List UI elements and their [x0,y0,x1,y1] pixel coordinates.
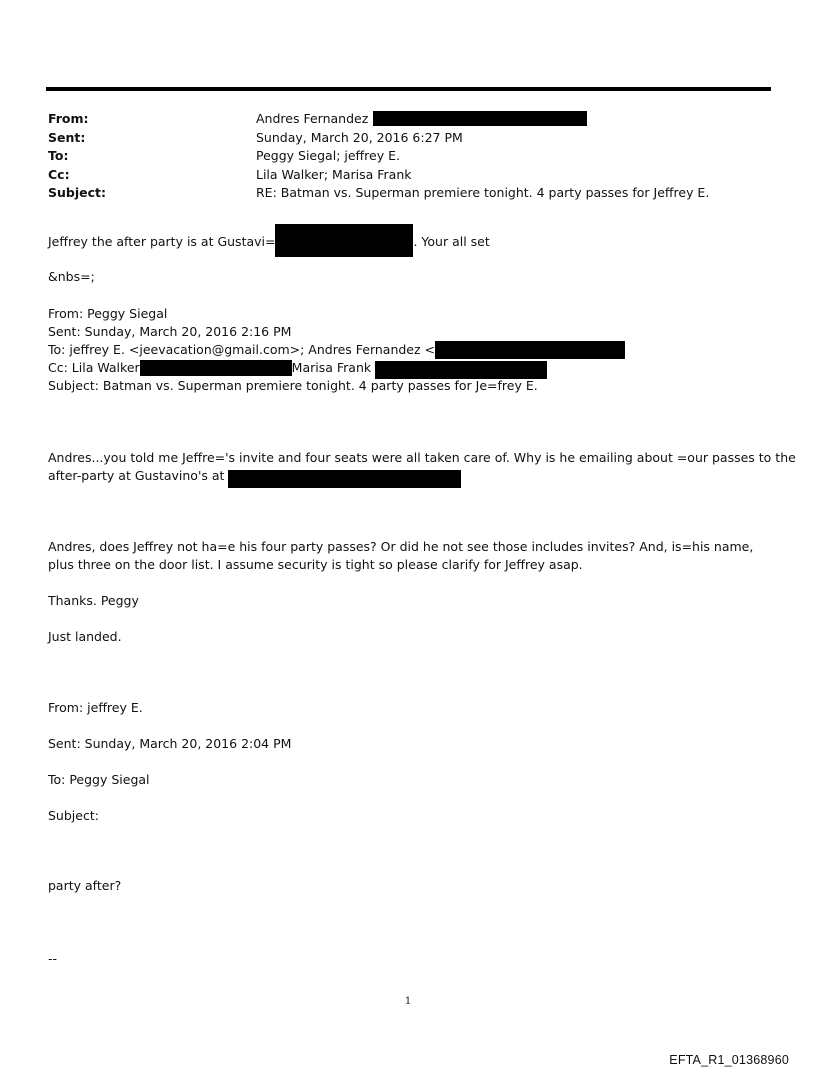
subject-label: Subject: [48,185,106,200]
redaction-box [435,341,625,359]
sent-value: Sunday, March 20, 2016 6:27 PM [256,129,463,145]
quoted2-subject: Subject: [48,808,99,823]
from-label: From: [48,111,89,126]
header-rule [46,87,771,91]
reply-line [48,233,490,257]
cc-value: Lila Walker; Marisa Frank [256,166,412,182]
to-label: To: [48,148,69,163]
quoted2-sent: Sent: Sunday, March 20, 2016 2:04 PM [48,736,292,751]
redaction-box [373,111,587,126]
quoted1-sent: Sent: Sunday, March 20, 2016 2:16 PM [48,324,292,339]
sent-label: Sent: [48,129,86,145]
redaction-box [228,470,461,488]
from-name: Andres Fernandez [256,111,369,126]
quoted1-to-text: To: jeffrey E. <jeevacation@gmail.com>; Andres Fernandez < [48,342,435,357]
quoted1-para1-line1: Andres...you told me Jeffre='s invite and four seats were all taken care of. Why is he emailing about =our passes to the [48,450,796,465]
quoted1-cc-text-a: Cc: Lila Walker [48,360,140,375]
quoted1-from: From: Peggy Siegal [48,306,168,321]
quoted2-body: party after? [48,878,122,893]
reply-text-start: Jeffrey the after party is at Gustavi= [48,234,276,249]
redaction-box [140,360,292,376]
quoted1-subject: Subject: Batman vs. Superman premiere tonight. 4 party passes for Je=frey E. [48,378,538,393]
page-number: 1 [404,996,412,1007]
quoted1-landed: Just landed. [48,629,122,644]
subject-value: RE: Batman vs. Superman premiere tonight. 4 party passes for Jeffrey E. [256,185,710,200]
nbsp-line: &nbs=; [48,269,95,284]
signature-separator: -- [48,951,58,966]
from-value [256,110,587,128]
quoted1-cc-text-b: Marisa Frank [291,360,372,375]
quoted2-to: To: Peggy Siegal [48,772,150,787]
quoted1-to [48,341,625,359]
cc-label: Cc: [48,166,70,182]
reply-text-end: . Your all set [413,234,490,249]
redaction-box [275,224,413,257]
to-value: Peggy Siegal; jeffrey E. [256,148,400,163]
quoted1-para1-line2 [48,467,461,488]
quoted1-thanks: Thanks. Peggy [48,593,139,608]
quoted1-para2: Andres, does Jeffrey not ha=e his four party passes? Or did he not see those includes invites? And, is=his name, plus three on the door list. I assume security is tight so please clarify for Jeffrey asap. [48,539,754,572]
bates-number: EFTA_R1_01368960 [669,1053,789,1067]
quoted1-cc [48,359,547,379]
quoted1-para1-text: after-party at Gustavino's at [48,468,225,483]
quoted2-from: From: jeffrey E. [48,700,143,715]
